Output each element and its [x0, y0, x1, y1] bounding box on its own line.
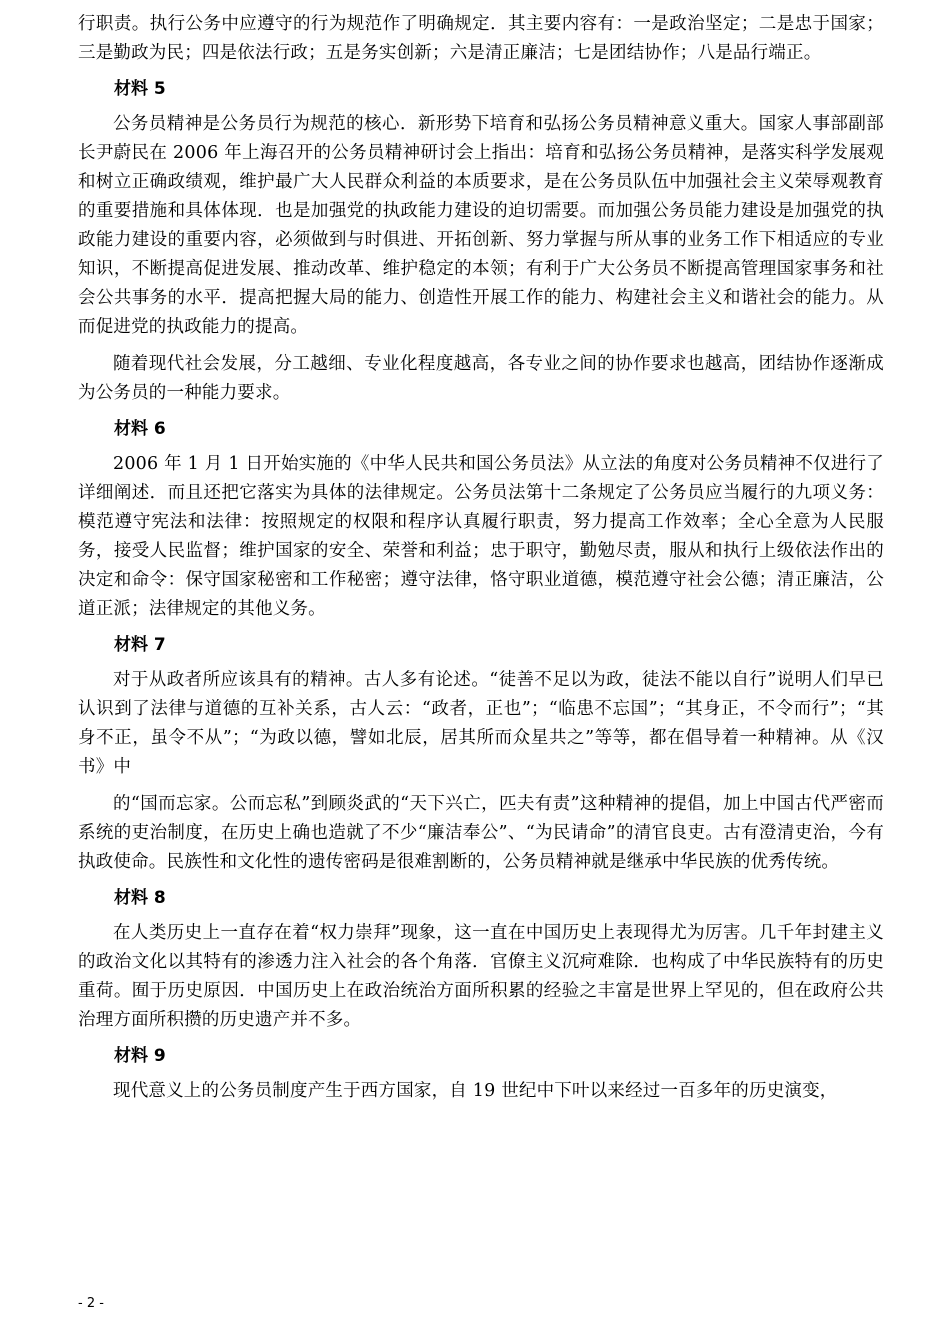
paragraph-material-7a: 对于从政者所应该具有的精神。古人多有论述。“徒善不足以为政，徒法不能以自行”说明人们早已认识到了法律与道德的互补关系，古人云：“政者，正也”；“临患不忘国”；“其身正，不令而行”；“其身不正，虽令不从”；“为政以德，譬如北辰，居其所而众星共之”等等，都在倡导着一种精神。从《汉书》中 [78, 670, 884, 777]
paragraph-intro: 行职责。执行公务中应遵守的行为规范作了明确规定．其主要内容有：一是政治坚定；二是忠于国家；三是勤政为民；四是依法行政；五是务实创新；六是清正廉洁；七是团结协作；八是品行端正。 [78, 14, 884, 63]
paragraph-material-9: 现代意义上的公务员制度产生于西方国家，自 19 世纪中下叶以来经过一百多年的历史演变， [113, 1081, 838, 1101]
heading-material-6: 材料 6 [114, 419, 166, 439]
heading-material-7: 材料 7 [114, 635, 166, 655]
heading-material-9: 材料 9 [114, 1046, 166, 1066]
paragraph-material-7b: 的“国而忘家。公而忘私”到顾炎武的“天下兴亡，匹夫有责”这种精神的提倡，加上中国古代严密而系统的吏治制度，在历史上确也造就了不少“廉洁奉公”、“为民请命”的清官良吏。古有澄清吏治，今有执政使命。民族性和文化性的遗传密码是很难割断的，公务员精神就是继承中华民族的优秀传统。 [78, 794, 884, 872]
paragraph-material-5a: 公务员精神是公务员行为规范的核心．新形势下培育和弘扬公务员精神意义重大。国家人事部副部长尹蔚民在 2006 年上海召开的公务员精神研讨会上指出：培育和弘扬公务员精神，是落实科学发展观和树立正确政绩观，维护最广大人民群众利益的本质要求，是在公务员队伍中加强社会主义荣辱观教育的重要措施和具体体现．也是加强党的执政能力建设的迫切需要。而加强公务员能力建设是加强党的执政能力建设的重要内容，必须做到与时俱进、开拓创新、努力掌握与所从事的业务工作下相适应的专业知识，不断提高促进发展、推动改革、维护稳定的本领；有利于广大公务员不断提高管理国家事务和社会公共事务的水平．提高把握大局的能力、创造性开展工作的能力、构建社会主义和谐社会的能力。从而促进党的执政能力的提高。 [78, 114, 884, 337]
heading-material-8: 材料 8 [114, 888, 166, 908]
page-number: - 2 - [78, 1296, 104, 1311]
paragraph-material-5b: 随着现代社会发展，分工越细、专业化程度越高，各专业之间的协作要求也越高，团结协作逐渐成为公务员的一种能力要求。 [78, 354, 884, 403]
paragraph-material-8: 在人类历史上一直存在着“权力崇拜”现象，这一直在中国历史上表现得尤为厉害。几千年封建主义的政治文化以其特有的渗透力注入社会的各个角落．官僚主义沉疴难除．也构成了中华民族特有的历史重荷。囿于历史原因．中国历史上在政治统治方面所积累的经验之丰富是世界上罕见的，但在政府公共治理方面所积攒的历史遗产并不多。 [78, 923, 884, 1030]
document-page [78, 10, 884, 1106]
paragraph-material-6: 2006 年 1 月 1 日开始实施的《中华人民共和国公务员法》从立法的角度对公务员精神不仅进行了详细阐述．而且还把它落实为具体的法律规定。公务员法第十二条规定了公务员应当履行的九项义务：模范遵守宪法和法律：按照规定的权限和程序认真履行职责，努力提高工作效率；全心全意为人民服务，接受人民监督；维护国家的安全、荣誉和利益；忠于职守，勤勉尽责，服从和执行上级依法作出的决定和命令：保守国家秘密和工作秘密；遵守法律，恪守职业道德，模范遵守社会公德；清正廉洁，公道正派；法律规定的其他义务。 [78, 454, 884, 619]
heading-material-5: 材料 5 [114, 79, 166, 99]
